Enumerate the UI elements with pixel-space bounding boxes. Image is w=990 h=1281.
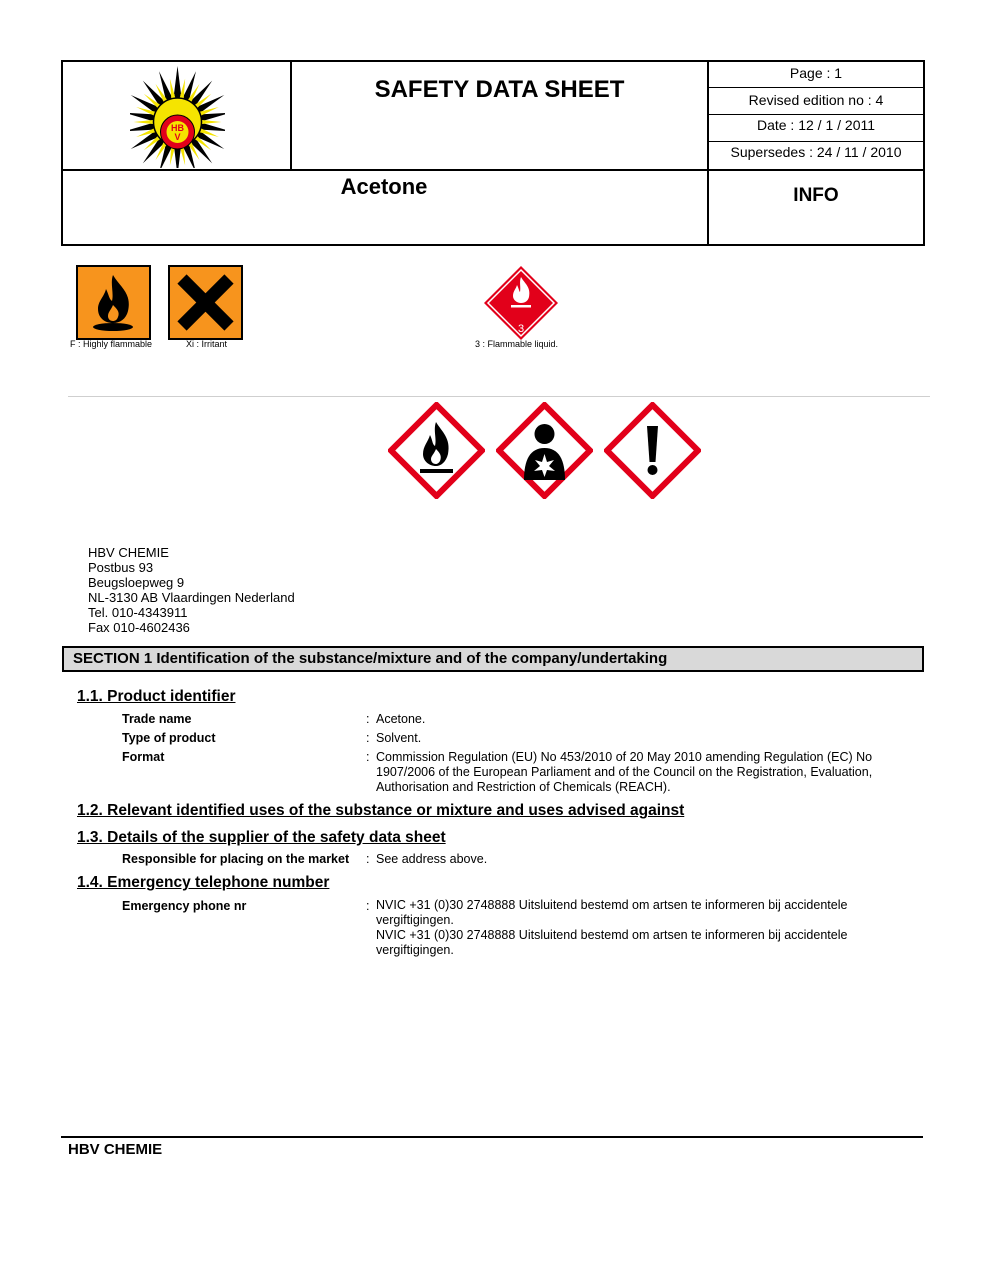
emergency-line: vergiftigingen. (376, 943, 454, 957)
emergency-phone-label: Emergency phone nr (122, 899, 247, 913)
ghs-exclamation-icon (604, 402, 701, 499)
emergency-phone-value (376, 898, 916, 958)
page-number: Page : 1 (709, 62, 923, 88)
hbv-sun-logo (130, 64, 225, 168)
responsible-label: Responsible for placing on the market (122, 852, 350, 866)
ghs-health-hazard-icon (496, 402, 593, 499)
subsection-1-3: 1.3. Details of the supplier of the safety data sheet (77, 829, 446, 846)
responsible-value: See address above. (376, 852, 488, 866)
address-line: Fax 010-4602436 (88, 620, 190, 635)
supersedes-date: Supersedes : 24 / 11 / 2010 (730, 144, 902, 160)
address-line: NL-3130 AB Vlaardingen Nederland (88, 590, 295, 605)
xi-symbol-label: Xi : Irritant (186, 339, 228, 349)
address-line: Beugsloepweg 9 (88, 575, 185, 590)
subsection-1-4: 1.4. Emergency telephone number (77, 874, 330, 891)
colon: : (366, 750, 370, 764)
info-label: INFO (793, 185, 839, 206)
type-of-product-label: Type of product (122, 731, 216, 745)
subsection-1-1: 1.1. Product identifier (77, 688, 236, 705)
f-symbol-label: F : Highly flammable (70, 339, 153, 349)
emergency-line: vergiftigingen. (376, 913, 454, 927)
format-line: Authorisation and Restriction of Chemicals (REACH). (376, 780, 671, 794)
colon: : (366, 852, 370, 866)
emergency-line: NVIC +31 (0)30 2748888 Uitsluitend bestemd om artsen te informeren bij accidentele (376, 898, 848, 912)
flame-icon (76, 265, 151, 340)
footer-rule (61, 1136, 923, 1138)
cross-icon (168, 265, 243, 340)
footer-company: HBV CHEMIE (68, 1141, 163, 1158)
emergency-line: NVIC +31 (0)30 2748888 Uitsluitend bestemd om artsen te informeren bij accidentele (376, 928, 848, 942)
product-name: Acetone (340, 174, 428, 199)
format-line: 1907/2006 of the European Parliament and of the Council on the Registration, Evaluation, (376, 765, 873, 779)
revision-date: Date : 12 / 1 / 2011 (709, 115, 923, 142)
company-address (88, 545, 295, 635)
header-hline (61, 169, 925, 171)
address-line: Tel. 010-4343911 (88, 605, 188, 620)
address-line: Postbus 93 (88, 560, 154, 575)
transport-class-number: 3 (517, 323, 525, 335)
revised-edition: Revised edition no : 4 (709, 88, 923, 115)
flammable-liquid-diamond (483, 265, 559, 341)
transport-label: 3 : Flammable liquid. (475, 339, 559, 349)
section-1-header: SECTION 1 Identification of the substance/mixture and of the company/undertaking (62, 646, 924, 672)
colon: : (366, 731, 370, 745)
format-label: Format (122, 750, 165, 764)
divider (68, 396, 930, 397)
subsection-1-2: 1.2. Relevant identified uses of the substance or mixture and uses advised against (77, 802, 685, 819)
format-line: Commission Regulation (EU) No 453/2010 of 20 May 2010 amending Regulation (EC) No (376, 750, 873, 764)
document-title: SAFETY DATA SHEET (374, 76, 625, 103)
svg-text:HB: HB (171, 123, 184, 133)
colon: : (366, 712, 370, 726)
type-of-product-value: Solvent. (376, 731, 422, 745)
address-line: HBV CHEMIE (88, 545, 169, 560)
format-value (376, 750, 916, 795)
trade-name-value: Acetone. (376, 712, 426, 726)
colon: : (366, 899, 370, 913)
svg-text:V: V (174, 132, 181, 142)
trade-name-label: Trade name (122, 712, 192, 726)
ghs-flame-icon (388, 402, 485, 499)
